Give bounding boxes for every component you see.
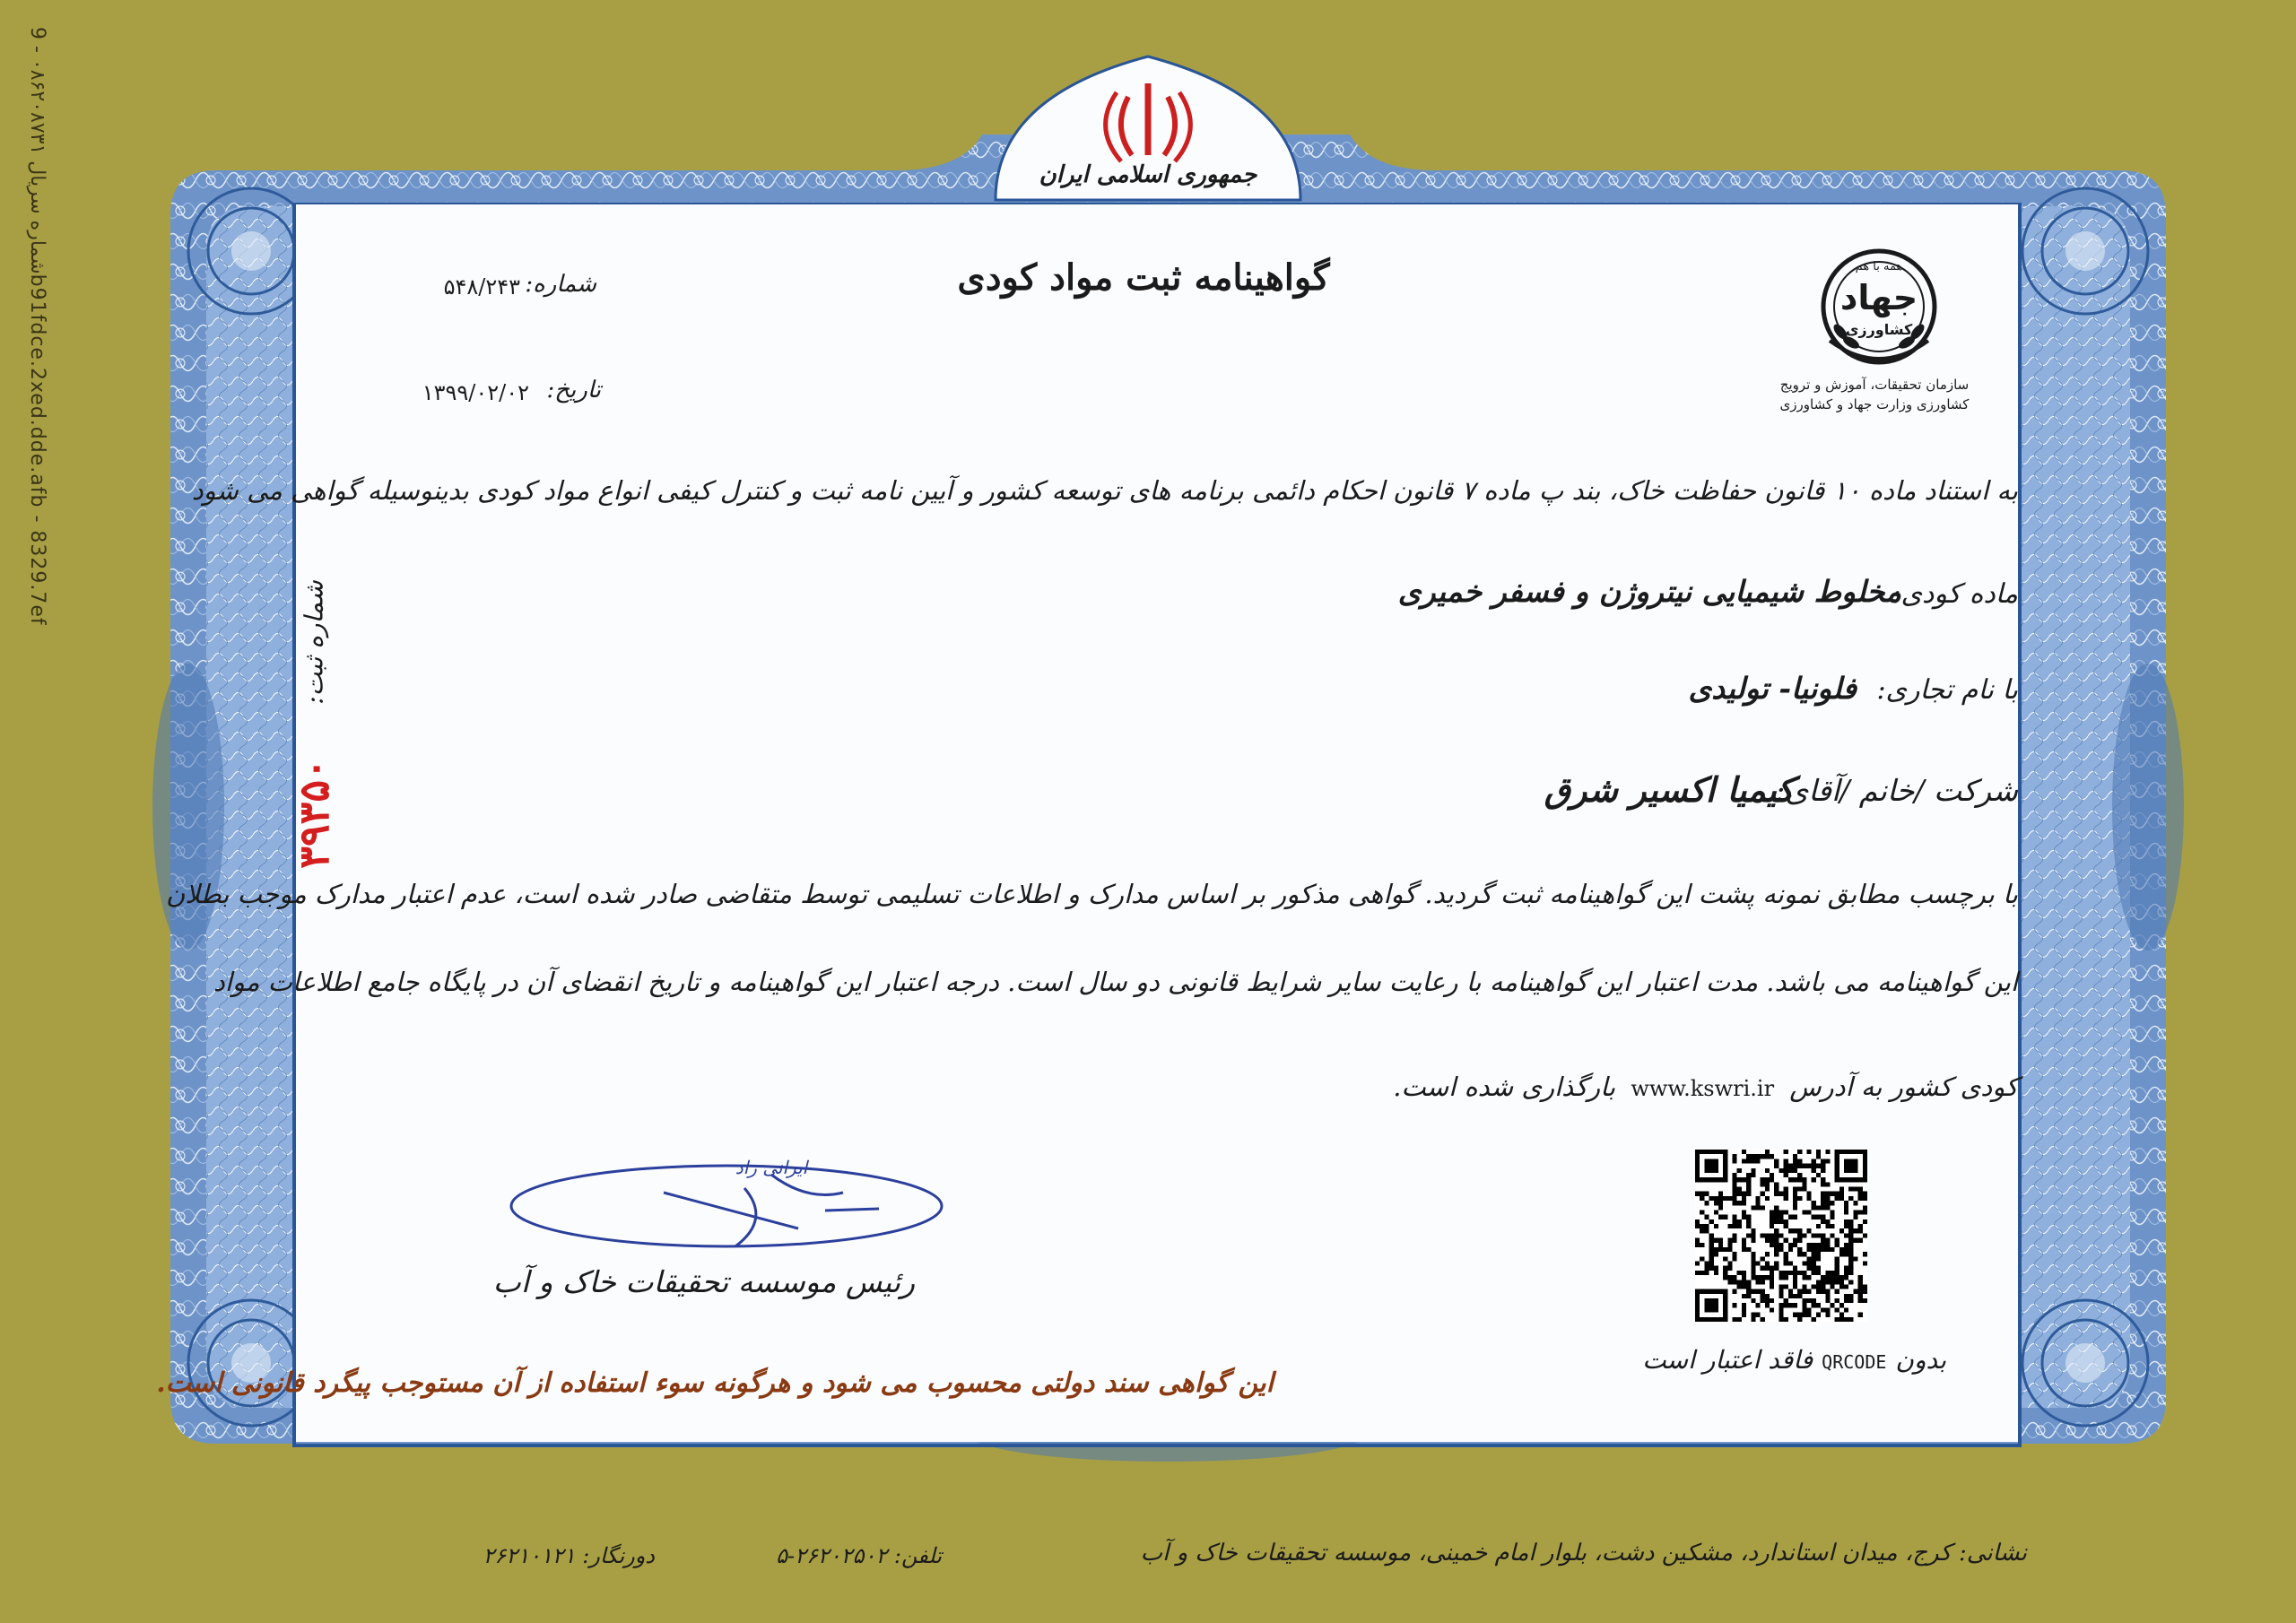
side-serial [13,27,57,673]
legal-warning: این گواهی سند دولتی محسوب می شود و هرگونه سوء استفاده از آن مستوجب پیگرد قانونی است. [156,1367,1274,1399]
logo-top-text: همه با هم [1855,260,1903,273]
logo-main-text: جهاد [1839,278,1918,317]
registration-serial [278,565,350,870]
qr-code-image [1695,1150,1867,1322]
footer-phone-label: تلفن: [893,1543,942,1568]
website-link[interactable]: www.kswri.ir [1631,1076,1775,1101]
date-label: تاریخ: [546,377,601,404]
number-value: ۵۴۸/۲۴۳ [443,274,520,299]
company-label: شرکت /خانم /آقای: [1775,773,2018,808]
registration-serial-value: ۳۹۳۵۰ [290,758,338,869]
body-paragraph-line-3 [386,1072,2018,1102]
qr-code[interactable] [1695,1150,1867,1322]
logo-sub-text: کشاورزی [1845,321,1913,338]
registration-serial-label: شماره ثبت: [299,580,329,705]
document-title: گواهینامه ثبت مواد کودی [957,256,1330,299]
footer-fax-label: دورنگار: [582,1543,655,1568]
company-value: کیمیا اکسیر شرق [1544,769,1794,810]
director-signature [502,1139,951,1255]
qr-validity-note [1641,1345,1946,1375]
body-paragraph-line-1: با برچسب مطابق نمونه پشت این گواهینامه ثبت گردید. گواهی مذکور بر اساس مدارک و اطلاعات تسلیمی توسط متقاضی صادر شده است، عدم اعتبار مدارک موجب بطلان [166,879,2018,909]
material-value: مخلوط شیمیایی نیتروژن و فسفر خمیری [1397,574,1901,609]
org-line-1: سازمان تحقیقات، آموزش و ترویج [1779,377,1970,393]
para3-after: بارگذاری شده است. [1393,1072,1616,1102]
emblem-caption: جمهوری اسلامی ایران [1039,161,1257,188]
trade-name-value: فلونیا- تولیدی [1688,671,1857,706]
intro-text: به استناد ماده ۱۰ قانون حفاظت خاک، بند پ ماده ۷ قانون احکام دائمی برنامه های توسعه کشور و آیین نامه ثبت و کنترل کیفی انواع مواد کودی بدینوسیله گواهی می شود [191,475,2018,506]
org-line-2: کشاورزی وزارت جهاد و کشاورزی [1779,396,1970,412]
footer-address: نشانی: کرج، میدان استاندارد، مشکین دشت، بلوار امام خمینی، موسسه تحقیقات خاک و آب [1140,1540,2027,1567]
footer-phone-value: ۲۶۲۰۲۵۰۲-۵ [776,1543,888,1568]
date-value: ۱۳۹۹/۰۲/۰۲ [422,380,529,405]
qr-note-after: فاقد اعتبار است [1642,1345,1813,1375]
signatory-title: رئیس موسسه تحقیقات خاک و آب [492,1264,915,1299]
emblem-crest [978,43,1318,204]
qr-note-code: QRCODE [1822,1351,1887,1373]
number-label: شماره: [525,271,596,298]
qr-note-before: بدون [1895,1345,1946,1375]
signature-scrawl-text: ایرانی راد [735,1157,808,1178]
footer-fax-value: ۲۶۲۱۰۱۲۱ [483,1543,576,1568]
side-serial-text: شماره سریال ۰۸۶۲۰۸۷۳۱ - 9b91fdce.2xed.dde.afb - 8329.7ef [26,27,48,626]
footer-fax [448,1543,655,1568]
para3-before: کودی کشور به آدرس [1789,1072,2018,1102]
body-paragraph-line-2: این گواهینامه می باشد. مدت اعتبار این گواهینامه با رعایت سایر شرایط قانونی دو سال است. درجه اعتبار این گواهینامه و تاریخ انقضای آن در پایگاه جامع اطلاعات مواد [213,967,2018,997]
material-label: ماده کودی: [1892,578,2018,610]
footer-phone [646,1543,942,1568]
trade-name-label: با نام تجاری: [1876,674,2018,706]
